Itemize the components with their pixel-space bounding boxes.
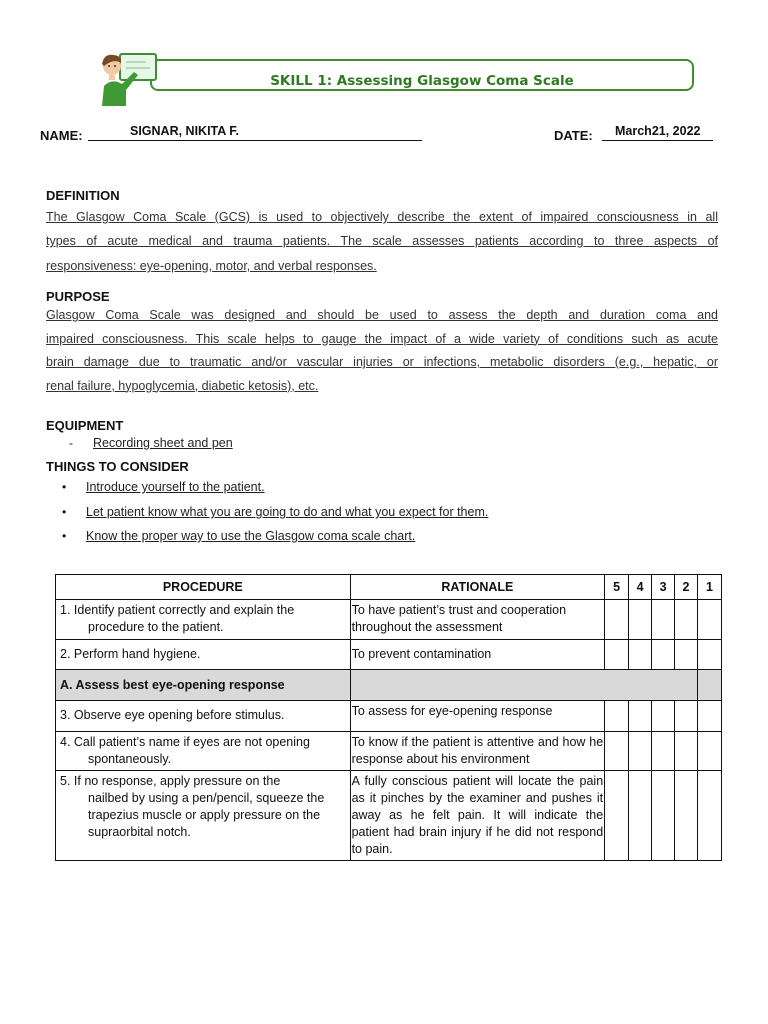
score-cell-4[interactable] [629, 701, 652, 732]
table-header-row [56, 575, 722, 600]
score-cell-2[interactable] [675, 640, 698, 670]
date-value: March21, 2022 [615, 124, 701, 138]
teacher-mascot-icon [90, 48, 162, 106]
procedure-step: 5. If no response, apply pressure on the [60, 774, 281, 788]
table-row [56, 640, 722, 670]
definition-line: types of acute medical and trauma patients. The scale assesses patients according to three aspects of [46, 234, 718, 248]
procedure-step-continued: nailbed by using a pen/pencil, squeeze the trapezius muscle or apply pressure on the supraorbital notch. [88, 791, 325, 839]
header-rationale: RATIONALE [350, 575, 605, 600]
score-cell-5[interactable] [605, 600, 629, 640]
table-row [56, 732, 722, 771]
score-cell-2[interactable] [675, 732, 698, 771]
table-row [56, 701, 722, 732]
score-cell-2[interactable] [675, 771, 698, 861]
section-fill [697, 670, 721, 701]
score-cell-5[interactable] [605, 771, 629, 861]
table-row [56, 771, 722, 861]
section-fill [350, 670, 697, 701]
definition-line: responsiveness: eye-opening, motor, and verbal responses. [46, 259, 377, 273]
score-cell-5[interactable] [605, 640, 629, 670]
equipment-heading: EQUIPMENT [46, 418, 124, 433]
score-cell-1[interactable] [697, 701, 721, 732]
definition-paragraph [46, 205, 718, 279]
header-procedure: PROCEDURE [56, 575, 351, 600]
bullet-icon: • [62, 480, 67, 494]
definition-line: The Glasgow Coma Scale (GCS) is used to objectively describe the extent of impaired consciousness in all [46, 210, 718, 224]
score-cell-3[interactable] [652, 732, 675, 771]
score-cell-3[interactable] [652, 771, 675, 861]
name-value: SIGNAR, NIKITA F. [130, 124, 240, 138]
consideration-item: Introduce yourself to the patient. [86, 480, 265, 494]
header-score-5: 5 [605, 575, 629, 600]
procedure-step: 3. Observe eye opening before stimulus. [60, 708, 285, 722]
name-underline [88, 140, 422, 141]
score-cell-4[interactable] [629, 600, 652, 640]
score-cell-3[interactable] [652, 600, 675, 640]
consideration-item: Know the proper way to use the Glasgow coma scale chart. [86, 529, 416, 543]
bullet-icon: • [62, 529, 67, 543]
rationale-cell: To assess for eye-opening response [350, 701, 605, 732]
rationale-cell: To know if the patient is attentive and how he response about his environment [350, 732, 605, 771]
equipment-item: Recording sheet and pen [93, 436, 233, 450]
score-cell-1[interactable] [697, 640, 721, 670]
procedure-cell [56, 771, 351, 861]
rationale-cell: To have patient’s trust and cooperation throughout the assessment [350, 600, 605, 640]
considerations-heading: THINGS TO CONSIDER [46, 459, 189, 474]
procedure-step: 4. Call patient’s name if eyes are not opening [60, 735, 310, 749]
procedure-cell [56, 732, 351, 771]
purpose-heading: PURPOSE [46, 289, 110, 304]
purpose-line: Glasgow Coma Scale was designed and should be used to assess the depth and duration coma and [46, 308, 718, 322]
score-cell-1[interactable] [697, 600, 721, 640]
procedure-cell [56, 701, 351, 732]
date-underline [602, 140, 713, 141]
header-score-1: 1 [697, 575, 721, 600]
purpose-line: brain damage due to traumatic and/or vascular injuries or infections, metabolic disorders (e.g., hepatic, or [46, 355, 718, 369]
score-cell-2[interactable] [675, 701, 698, 732]
definition-heading: DEFINITION [46, 188, 120, 203]
date-label: DATE: [554, 128, 593, 143]
header-score-2: 2 [675, 575, 698, 600]
procedure-step-continued: procedure to the patient. [88, 620, 224, 634]
consideration-item: Let patient know what you are going to do and what you expect for them. [86, 505, 489, 519]
score-cell-4[interactable] [629, 640, 652, 670]
purpose-line: impaired consciousness. This scale helps to gauge the impact of a wide variety of conditions such as acute [46, 331, 718, 346]
score-cell-4[interactable] [629, 771, 652, 861]
score-cell-5[interactable] [605, 732, 629, 771]
procedure-step: 2. Perform hand hygiene. [60, 647, 201, 661]
bullet-icon: • [62, 505, 67, 519]
score-cell-3[interactable] [652, 701, 675, 732]
section-title: A. Assess best eye-opening response [56, 670, 351, 701]
score-cell-1[interactable] [697, 732, 721, 771]
header-score-3: 3 [652, 575, 675, 600]
procedure-step: 1. Identify patient correctly and explain the [60, 603, 295, 617]
rationale-cell: To prevent contamination [350, 640, 605, 670]
title-banner [150, 59, 694, 91]
score-cell-5[interactable] [605, 701, 629, 732]
document-title: SKILL 1: Assessing Glasgow Coma Scale [270, 73, 574, 89]
procedure-cell [56, 640, 351, 670]
procedure-table [55, 574, 722, 861]
section-row [56, 670, 722, 701]
score-cell-3[interactable] [652, 640, 675, 670]
table-row [56, 600, 722, 640]
rationale-cell: A fully conscious patient will locate the pain as it pinches by the examiner and pushes it away as he felt pain. It will indicate the patient had brain injury if he did not respond to pain. [350, 771, 605, 861]
equipment-dash: - [69, 436, 73, 450]
score-cell-1[interactable] [697, 771, 721, 861]
purpose-line: renal failure, hypoglycemia, diabetic ketosis), etc. [46, 378, 319, 393]
name-label: NAME: [40, 128, 83, 143]
procedure-cell [56, 600, 351, 640]
score-cell-4[interactable] [629, 732, 652, 771]
score-cell-2[interactable] [675, 600, 698, 640]
header-score-4: 4 [629, 575, 652, 600]
procedure-step-continued: spontaneously. [88, 752, 172, 766]
purpose-paragraph [46, 304, 718, 398]
